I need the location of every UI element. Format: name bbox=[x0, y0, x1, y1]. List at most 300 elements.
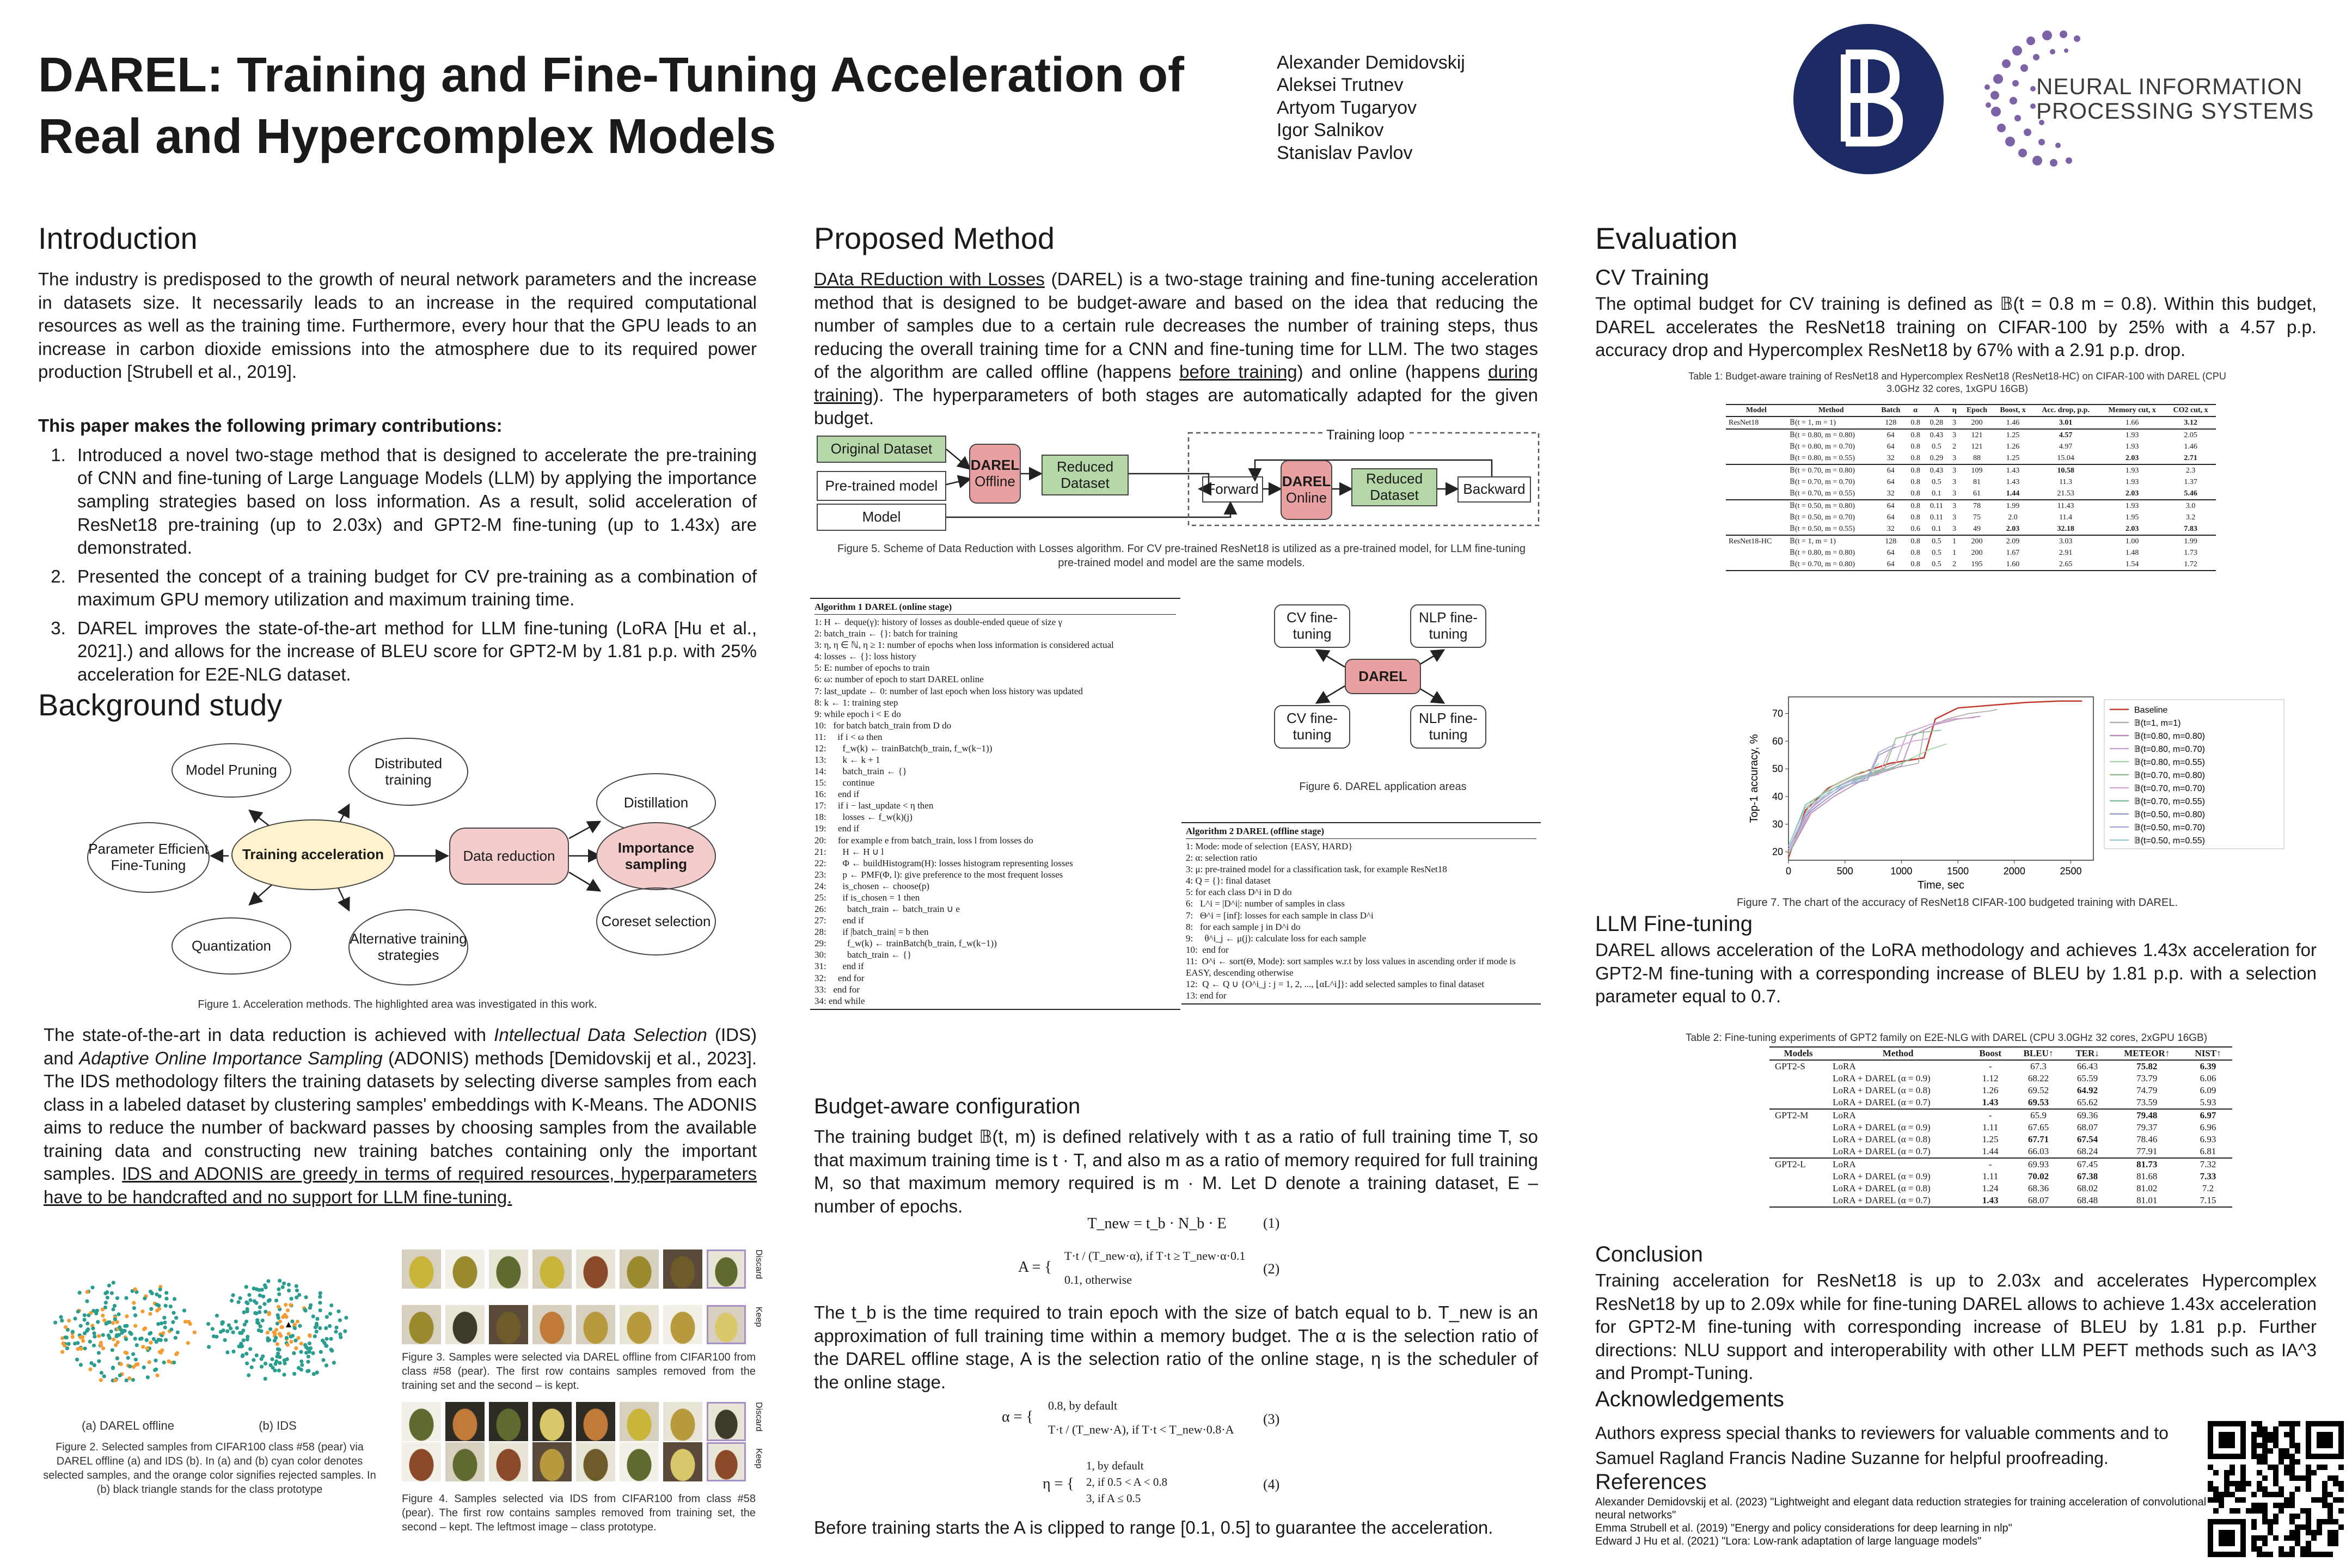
table-cell: 6.93 bbox=[2200, 1134, 2216, 1144]
algorithm-line: 13: k ← k + 1 bbox=[814, 755, 880, 765]
method-heading: Proposed Method bbox=[814, 221, 1055, 255]
scatter-point bbox=[334, 1326, 338, 1330]
algorithm-line: 7: Θ^i = [inf]: losses for each sample in class D^i bbox=[1186, 910, 1374, 921]
scatter-point bbox=[174, 1316, 178, 1320]
scatter-point bbox=[248, 1347, 252, 1351]
text-run: (DAREL) is a two-stage training and fine-tuning acceleration method that is designed to be budget-aware and based on the idea that reducing the number of samples due to a certain rule decreases the number of training steps, thus reducing the overall training time for a CNN and fine-tuning time for LLM. The two stages of the algorithm are called offline (happens bbox=[814, 269, 1538, 382]
scatter-point bbox=[276, 1313, 280, 1317]
table-cell: 6.09 bbox=[2200, 1085, 2216, 1095]
box-model: Model bbox=[817, 504, 946, 531]
table-cell bbox=[1769, 1097, 1827, 1109]
table-cell: 64 bbox=[1886, 513, 1895, 522]
table-cell bbox=[1726, 523, 1787, 535]
scatter-point bbox=[164, 1304, 168, 1308]
scatter-point bbox=[134, 1358, 138, 1362]
scatter-point bbox=[101, 1333, 105, 1337]
qr-module bbox=[2213, 1486, 2219, 1492]
table-cell: 11.43 bbox=[2057, 501, 2074, 510]
table-cell: 1.11 bbox=[1982, 1122, 1999, 1132]
box-darel-offline bbox=[969, 444, 1021, 504]
table-cell: 2.03 bbox=[2125, 524, 2139, 533]
qr-module bbox=[2278, 1546, 2284, 1552]
scatter-point bbox=[101, 1314, 105, 1318]
table-row bbox=[1726, 416, 2216, 429]
scatter-point bbox=[118, 1374, 122, 1377]
y-tick-label: 50 bbox=[1772, 763, 1783, 775]
qr-module bbox=[2268, 1524, 2273, 1530]
table-cell: 3 bbox=[1952, 477, 1957, 486]
table-cell: GPT2-M bbox=[1775, 1110, 1809, 1120]
x-tick-label: 1000 bbox=[1890, 866, 1913, 877]
qr-module bbox=[2338, 1497, 2344, 1503]
qr-module bbox=[2289, 1437, 2295, 1443]
qr-module bbox=[2306, 1486, 2311, 1492]
reference-item: Edward J Hu et al. (2021) "Lora: Low-rank adaptation of large language models" bbox=[1595, 1535, 1982, 1547]
qr-module bbox=[2322, 1519, 2328, 1524]
table-row bbox=[1726, 464, 2216, 476]
table-cell: 0.43 bbox=[1930, 466, 1944, 475]
scatter-point bbox=[60, 1319, 64, 1322]
legend-label: 𝔹(t=0.80, m=0.55) bbox=[2134, 758, 2205, 767]
algorithm-line: 2: α: selection ratio bbox=[1186, 853, 1258, 863]
scatter-point bbox=[156, 1374, 160, 1377]
qr-module bbox=[2246, 1508, 2251, 1514]
scatter-point bbox=[255, 1318, 259, 1322]
qr-module bbox=[2251, 1508, 2257, 1514]
scatter-point bbox=[146, 1375, 150, 1379]
equation-2-case1: T·t / (T_new·α), if T·t ≥ T_new·α·0.1 bbox=[1064, 1249, 1246, 1263]
table-cell: 𝔹(t = 0.70, m = 0.70) bbox=[1789, 478, 1855, 486]
scatter-point bbox=[162, 1316, 166, 1320]
scatter-point bbox=[287, 1289, 291, 1293]
scatter-point bbox=[95, 1309, 99, 1313]
table-cell: 67.71 bbox=[2028, 1134, 2049, 1144]
scatter-point bbox=[223, 1338, 227, 1342]
figure7-caption: Figure 7. The chart of the accuracy of ResNet18 CIFAR-100 budgeted training with DAREL. bbox=[1736, 897, 2178, 909]
qr-module bbox=[2306, 1530, 2311, 1535]
qr-module bbox=[2289, 1497, 2295, 1503]
table-header-cell: Memory cut, x bbox=[2108, 406, 2156, 414]
scatter-point bbox=[285, 1336, 289, 1340]
series-line bbox=[1788, 744, 1896, 849]
equation-1-number: (1) bbox=[1263, 1215, 1280, 1231]
scatter-point bbox=[169, 1304, 173, 1308]
scatter-point bbox=[328, 1312, 332, 1315]
qr-module bbox=[2284, 1465, 2289, 1470]
qr-module bbox=[2273, 1426, 2278, 1432]
sample-thumbnail bbox=[707, 1442, 746, 1481]
scatter-point bbox=[315, 1330, 318, 1333]
box-forward: Forward bbox=[1202, 476, 1263, 503]
scatter-point bbox=[252, 1358, 255, 1362]
scatter-point bbox=[309, 1346, 313, 1350]
hse-logo-icon bbox=[1792, 23, 1945, 175]
evaluation-heading: Evaluation bbox=[1595, 221, 1738, 255]
qr-module bbox=[2224, 1475, 2230, 1481]
table-row bbox=[1726, 512, 2216, 523]
scatter-point bbox=[231, 1331, 235, 1334]
qr-module bbox=[2295, 1448, 2300, 1454]
scatter-point bbox=[171, 1311, 175, 1315]
scatter-point bbox=[141, 1345, 145, 1349]
table-cell: - bbox=[1988, 1110, 1992, 1120]
scatter-point bbox=[125, 1314, 128, 1318]
qr-module bbox=[2328, 1535, 2333, 1541]
scatter-point bbox=[115, 1357, 119, 1361]
table-cell: LoRA + DAREL (α = 0.7) bbox=[1833, 1146, 1931, 1156]
table-cell: 𝔹(t = 0.50, m = 0.70) bbox=[1789, 513, 1855, 522]
qr-module bbox=[2240, 1475, 2246, 1481]
scatter-point bbox=[186, 1341, 190, 1345]
algorithm-line: 8: for each sample j in D^i do bbox=[1186, 921, 1301, 932]
qr-module bbox=[2289, 1503, 2295, 1508]
table-cell: 68.02 bbox=[2077, 1183, 2098, 1193]
scatter-point bbox=[81, 1339, 85, 1343]
text-run: ) and online (happens bbox=[1297, 362, 1489, 382]
table-cell: 3 bbox=[1952, 524, 1957, 533]
box-original-dataset: Original Dataset bbox=[817, 436, 946, 463]
qr-module bbox=[2213, 1508, 2219, 1514]
scatter-point bbox=[242, 1338, 246, 1342]
text-run-before-training: before training bbox=[1179, 362, 1297, 382]
scatter-point bbox=[124, 1337, 128, 1341]
scatter-point bbox=[104, 1301, 108, 1304]
qr-module bbox=[2317, 1524, 2322, 1530]
scatter-point bbox=[290, 1320, 294, 1324]
qr-module bbox=[2230, 1470, 2235, 1475]
series-line bbox=[1788, 744, 1946, 849]
scatter-point bbox=[255, 1353, 259, 1357]
qr-module bbox=[2338, 1508, 2344, 1514]
scatter-point bbox=[67, 1319, 71, 1322]
table-cell: LoRA + DAREL (α = 0.7) bbox=[1833, 1195, 1931, 1205]
scatter-point bbox=[242, 1310, 246, 1314]
qr-module bbox=[2262, 1503, 2268, 1508]
node-data-reduction: Data reduction bbox=[449, 828, 569, 885]
scatter-point bbox=[258, 1310, 261, 1314]
scatter-point bbox=[303, 1308, 307, 1312]
qr-code[interactable] bbox=[2208, 1421, 2344, 1557]
table-header-cell: Models bbox=[1784, 1048, 1813, 1058]
qr-module bbox=[2273, 1465, 2278, 1470]
qr-module bbox=[2240, 1497, 2246, 1503]
scatter-point bbox=[140, 1309, 144, 1313]
qr-module bbox=[2268, 1530, 2273, 1535]
series-line bbox=[1788, 718, 1975, 852]
algorithm-line: 11: O^i ← sort(Θ, Mode): sort samples w.r.t by loss values in ascending order if mode is EASY, descending otherwise bbox=[1186, 955, 1518, 978]
algorithm1-block bbox=[810, 598, 1180, 1010]
table-header-cell: Model bbox=[1745, 406, 1767, 414]
table-cell: 61 bbox=[1973, 489, 1981, 498]
scatter-point bbox=[97, 1351, 101, 1355]
qr-module bbox=[2278, 1448, 2284, 1454]
qr-module bbox=[2213, 1470, 2219, 1475]
qr-module bbox=[2273, 1492, 2278, 1497]
sample-thumbnail bbox=[663, 1250, 702, 1289]
darel-offline-subtitle: Offline bbox=[975, 473, 1015, 489]
scatter-point bbox=[149, 1341, 152, 1345]
darel-offline-title: DAREL bbox=[970, 457, 1020, 474]
scatter-point bbox=[145, 1346, 149, 1350]
qr-module bbox=[2295, 1514, 2300, 1519]
qr-module bbox=[2306, 1541, 2311, 1546]
qr-module bbox=[2240, 1486, 2246, 1492]
table-cell: LoRA + DAREL (α = 0.9) bbox=[1833, 1122, 1931, 1132]
qr-module bbox=[2273, 1437, 2278, 1443]
table-header-cell: Method bbox=[1882, 1048, 1914, 1058]
figure4-keep-label: Keep bbox=[754, 1448, 763, 1469]
sample-thumbnail bbox=[707, 1250, 746, 1289]
table-cell: 1.46 bbox=[2184, 442, 2197, 451]
node-model-pruning: Model Pruning bbox=[171, 743, 291, 798]
qr-module bbox=[2311, 1470, 2317, 1475]
table-cell: 2.03 bbox=[2125, 454, 2139, 462]
qr-module bbox=[2262, 1454, 2268, 1459]
table-cell: 66.43 bbox=[2077, 1061, 2098, 1071]
qr-module bbox=[2208, 1465, 2213, 1470]
qr-module bbox=[2213, 1492, 2219, 1497]
scatter-point bbox=[230, 1298, 234, 1302]
qr-module bbox=[2224, 1486, 2230, 1492]
legend-label: 𝔹(t=0.70, m=0.80) bbox=[2134, 771, 2205, 780]
algorithm1-title: Algorithm 1 DAREL (online stage) bbox=[814, 601, 1176, 615]
scatter-point bbox=[73, 1342, 77, 1345]
qr-module bbox=[2278, 1552, 2284, 1557]
table-cell: 67.65 bbox=[2028, 1122, 2049, 1132]
qr-module bbox=[2300, 1524, 2306, 1530]
scatter-point bbox=[157, 1338, 161, 1342]
algorithm-line: 5: E: number of epochs to train bbox=[814, 663, 930, 673]
figure4-image-grid bbox=[402, 1402, 750, 1484]
table-header-cell: TER↓ bbox=[2075, 1048, 2099, 1058]
table-header-cell: Boost bbox=[1979, 1048, 2001, 1058]
qr-module bbox=[2235, 1497, 2240, 1503]
table-cell: 𝔹(t = 0.80, m = 0.55) bbox=[1789, 454, 1855, 462]
scatter-point bbox=[294, 1346, 298, 1350]
table-cell: 67.38 bbox=[2077, 1171, 2098, 1181]
scatter-point bbox=[246, 1338, 249, 1342]
qr-module bbox=[2251, 1443, 2257, 1448]
qr-module bbox=[2240, 1470, 2246, 1475]
algorithm-line: 33: end for bbox=[814, 984, 860, 995]
table-cell: 3 bbox=[1952, 513, 1957, 522]
scatter-point bbox=[246, 1301, 249, 1305]
table-cell: 6.81 bbox=[2200, 1146, 2216, 1156]
scatter-point bbox=[338, 1318, 342, 1322]
scatter-point bbox=[112, 1281, 115, 1284]
qr-module bbox=[2289, 1459, 2295, 1465]
qr-module bbox=[2317, 1519, 2322, 1524]
scatter-point bbox=[79, 1324, 83, 1328]
qr-module bbox=[2317, 1552, 2322, 1557]
table-header-cell: η bbox=[1952, 406, 1957, 414]
node-darel: DAREL bbox=[1345, 659, 1421, 694]
qr-module bbox=[2311, 1497, 2317, 1503]
table-cell: 1.25 bbox=[1982, 1134, 1999, 1144]
table-cell: 195 bbox=[1971, 560, 1983, 568]
neurips-text-line2: PROCESSING SYSTEMS bbox=[2036, 98, 2314, 124]
qr-module bbox=[2328, 1503, 2333, 1508]
figure2b-scatter bbox=[196, 1263, 359, 1399]
table-cell: 6.97 bbox=[2200, 1110, 2216, 1120]
scatter-point bbox=[64, 1325, 68, 1329]
algorithm-line: 4: losses ← {}: loss history bbox=[814, 651, 916, 662]
table2-caption: Table 2: Fine-tuning experiments of GPT2 family on E2E-NLG with DAREL (CPU 3.0GHz 32 cores, 2xGPU 16GB) bbox=[1685, 1032, 2208, 1044]
introduction-section bbox=[38, 220, 757, 691]
algorithm-line: 17: if i − last_update < η then bbox=[814, 800, 934, 811]
scatter-point bbox=[67, 1342, 71, 1346]
qr-module bbox=[2251, 1524, 2257, 1530]
qr-module bbox=[2306, 1546, 2311, 1552]
table-cell: 64 bbox=[1886, 560, 1895, 568]
scatter-point bbox=[299, 1342, 303, 1345]
figure2a-scatter bbox=[44, 1263, 207, 1399]
scatter-point bbox=[286, 1343, 290, 1347]
scatter-point bbox=[293, 1339, 297, 1343]
scatter-point bbox=[329, 1337, 333, 1341]
scatter-point bbox=[311, 1351, 315, 1355]
scatter-point bbox=[260, 1288, 264, 1291]
scatter-point bbox=[107, 1333, 111, 1337]
scatter-point bbox=[135, 1343, 139, 1347]
qr-module bbox=[2257, 1454, 2262, 1459]
scatter-point bbox=[97, 1334, 101, 1338]
algorithm-line: 1: H ← deque(γ): history of losses as double-ended queue of size γ bbox=[814, 617, 1063, 628]
table-cell: 6.96 bbox=[2200, 1122, 2216, 1132]
scatter-point bbox=[169, 1327, 173, 1331]
algorithm-line: 13: end for bbox=[1186, 990, 1227, 1001]
algorithm-line: 31: end if bbox=[814, 961, 864, 972]
scatter-point bbox=[145, 1338, 149, 1342]
table-cell: 7.83 bbox=[2184, 524, 2197, 533]
x-tick-label: 2000 bbox=[2003, 866, 2025, 877]
qr-module bbox=[2257, 1443, 2262, 1448]
qr-module bbox=[2306, 1552, 2311, 1557]
scatter-point bbox=[110, 1291, 114, 1295]
conclusion-section bbox=[1595, 1242, 2317, 1385]
conclusion-heading: Conclusion bbox=[1595, 1242, 1703, 1266]
qr-module bbox=[2333, 1519, 2338, 1524]
figure3-caption: Figure 3. Samples were selected via DAREL offline from CIFAR100 from class #58 (pear). The first row contains samples removed from the training set and the second – is kept. bbox=[402, 1351, 756, 1392]
table-cell: 1.24 bbox=[1982, 1183, 1999, 1193]
qr-module bbox=[2273, 1432, 2278, 1437]
scatter-point bbox=[157, 1303, 161, 1307]
algorithm-line: 7: last_update ← 0: number of last epoch when loss history was updated bbox=[814, 685, 1083, 696]
figure5-scheme bbox=[817, 427, 1541, 539]
scatter-point bbox=[117, 1312, 121, 1316]
table-cell bbox=[1769, 1183, 1827, 1195]
qr-module bbox=[2328, 1552, 2333, 1557]
scatter-point bbox=[299, 1359, 303, 1363]
node-training-acceleration: Training acceleration bbox=[231, 819, 395, 890]
table-cell: 1.73 bbox=[2184, 548, 2197, 557]
scatter-point bbox=[111, 1307, 115, 1311]
qr-module bbox=[2278, 1421, 2284, 1426]
algorithm-line: 26: batch_train ← batch_train ∪ e bbox=[814, 904, 960, 915]
scatter-point bbox=[78, 1336, 82, 1339]
table-cell: 68.22 bbox=[2028, 1073, 2049, 1083]
table-cell: 79.37 bbox=[2136, 1122, 2158, 1132]
qr-module bbox=[2257, 1470, 2262, 1475]
table-cell: 0.8 bbox=[1910, 537, 1920, 546]
scatter-point bbox=[126, 1356, 130, 1360]
table-cell: GPT2-L bbox=[1775, 1159, 1806, 1169]
author: Alexander Demidovskij bbox=[1277, 52, 1465, 73]
qr-module bbox=[2289, 1492, 2295, 1497]
table-row bbox=[1726, 547, 2216, 559]
scatter-point bbox=[59, 1315, 63, 1319]
scatter-point bbox=[282, 1373, 286, 1376]
table-cell: 1.72 bbox=[2184, 560, 2197, 568]
scatter-point bbox=[261, 1319, 265, 1322]
table-header-cell: BLEU↑ bbox=[2023, 1048, 2054, 1058]
table-cell: 2.3 bbox=[2185, 466, 2196, 475]
equation-3-number: (3) bbox=[1263, 1411, 1280, 1427]
table-cell: 1.66 bbox=[2125, 418, 2139, 427]
qr-module bbox=[2338, 1465, 2344, 1470]
scatter-point bbox=[266, 1331, 270, 1334]
table-cell: 32 bbox=[1886, 524, 1895, 533]
sample-thumbnail bbox=[445, 1402, 485, 1441]
scatter-point bbox=[322, 1341, 326, 1345]
table-row bbox=[1769, 1183, 2232, 1195]
table-cell: 3.03 bbox=[2059, 537, 2073, 546]
table-cell: 7.15 bbox=[2200, 1195, 2216, 1205]
series-line bbox=[1788, 716, 1981, 855]
table-row bbox=[1769, 1097, 2232, 1109]
algorithm-line: 5: for each class D^i in D do bbox=[1186, 887, 1292, 898]
algorithm-line: 29: f_w(k) ← trainBatch(b_train, f_w(k−1)) bbox=[814, 938, 997, 949]
scatter-point bbox=[143, 1326, 147, 1330]
table-cell: 0.8 bbox=[1910, 560, 1920, 568]
qr-module bbox=[2251, 1437, 2257, 1443]
table-cell: 64 bbox=[1886, 431, 1895, 439]
scatter-point bbox=[160, 1321, 163, 1325]
table-cell: 69.93 bbox=[2028, 1159, 2049, 1169]
figure1-diagram bbox=[87, 730, 730, 985]
table-cell: 1.44 bbox=[1982, 1146, 1999, 1156]
scatter-point bbox=[133, 1287, 137, 1291]
table-cell: 15.04 bbox=[2057, 454, 2074, 462]
scatter-point bbox=[240, 1344, 244, 1348]
qr-module bbox=[2268, 1552, 2273, 1557]
sample-thumbnail bbox=[489, 1402, 528, 1441]
scatter-point bbox=[114, 1343, 118, 1347]
table-cell: 64 bbox=[1886, 548, 1895, 557]
node-peft: Parameter Efficient Fine-Tuning bbox=[87, 822, 210, 893]
table-cell: 88 bbox=[1973, 454, 1981, 462]
scatter-point bbox=[292, 1372, 296, 1376]
qr-module bbox=[2328, 1519, 2333, 1524]
algorithm-line: 22: Φ ← buildHistogram(H): losses histogram representing losses bbox=[814, 857, 1073, 868]
qr-module bbox=[2322, 1486, 2328, 1492]
budget-paragraph3: Before training starts the A is clipped to range [0.1, 0.5] to guarantee the acceleration. bbox=[814, 1517, 1493, 1538]
scatter-point bbox=[155, 1309, 159, 1313]
scatter-point bbox=[277, 1369, 281, 1373]
scatter-point bbox=[188, 1322, 192, 1326]
table-cell: 67.3 bbox=[2030, 1061, 2047, 1071]
algorithm2-block bbox=[1181, 822, 1541, 1004]
table-cell: 1.95 bbox=[2125, 513, 2139, 522]
qr-module bbox=[2295, 1459, 2300, 1465]
table-cell bbox=[1769, 1195, 1827, 1207]
table-cell: 3 bbox=[1952, 489, 1957, 498]
figure2a-label: (a) DAREL offline bbox=[82, 1419, 174, 1432]
qr-module bbox=[2306, 1465, 2311, 1470]
legend-label: 𝔹(t=0.80, m=0.70) bbox=[2134, 745, 2205, 754]
cv-training-heading: CV Training bbox=[1595, 266, 1709, 290]
table-row bbox=[1726, 559, 2216, 571]
